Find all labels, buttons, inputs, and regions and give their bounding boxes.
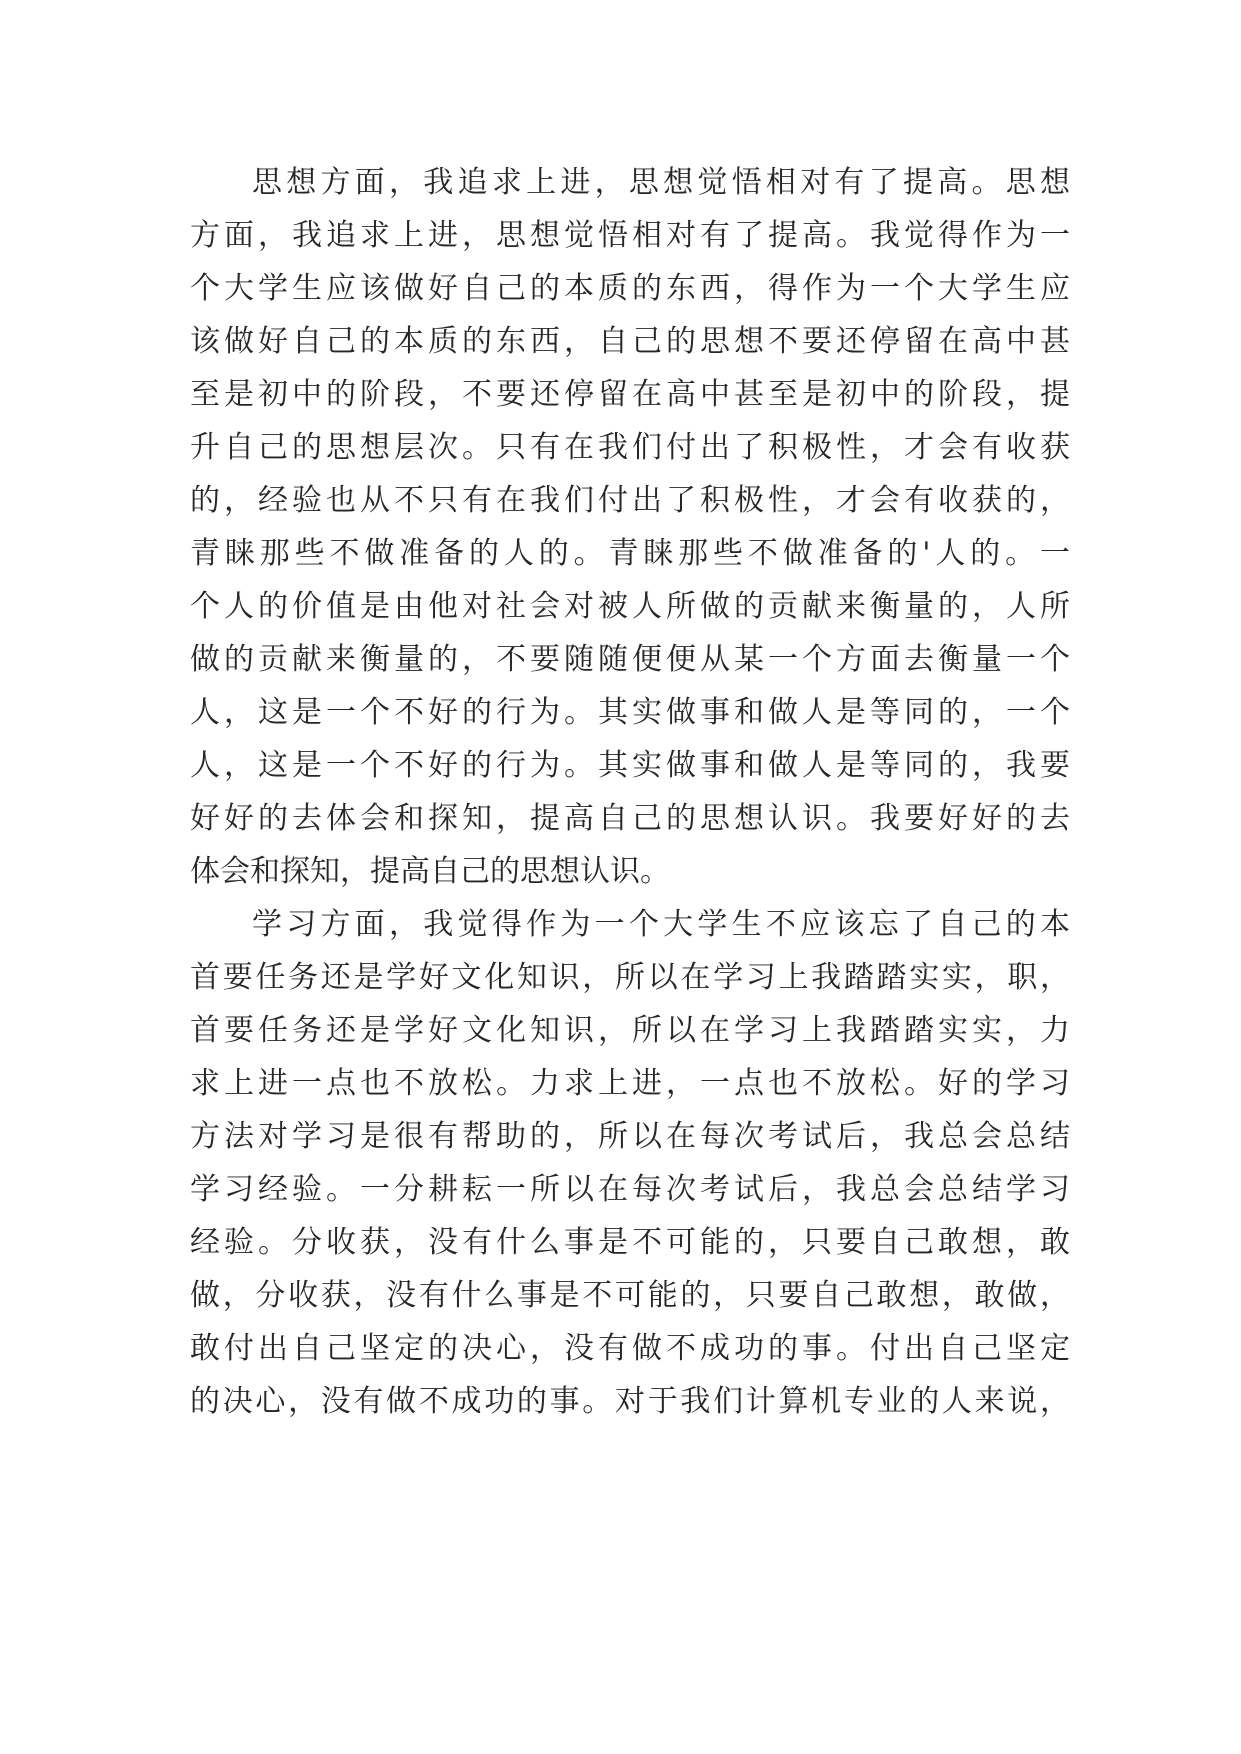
document-body xyxy=(190,156,1070,1428)
text-line: 方面，我追求上进，思想觉悟相对有了提高。我觉得作为一 xyxy=(190,218,1070,253)
text-line: 人，这是一个不好的行为。其实做事和做人是等同的，我要 xyxy=(190,748,1070,783)
text-line: 好好的去体会和探知，提高自己的思想认识。我要好好的去 xyxy=(190,801,1070,836)
paragraph-ideology xyxy=(190,156,1070,898)
text-line: 方法对学习是很有帮助的，所以在每次考试后，我总会总结 xyxy=(190,1119,1070,1154)
text-line: 敢付出自己坚定的决心，没有做不成功的事。付出自己坚定 xyxy=(190,1331,1070,1366)
text-line: 升自己的思想层次。只有在我们付出了积极性，才会有收获 xyxy=(190,430,1070,465)
text-line: 经验。分收获，没有什么事是不可能的，只要自己敢想，敢 xyxy=(190,1225,1070,1260)
text-line: 人，这是一个不好的行为。其实做事和做人是等同的，一个 xyxy=(190,695,1070,730)
paragraph-study xyxy=(190,898,1070,1428)
text-line: 做的贡献来衡量的，不要随随便便从某一个方面去衡量一个 xyxy=(190,642,1070,677)
text-line: 该做好自己的本质的东西，自己的思想不要还停留在高中甚 xyxy=(190,324,1070,359)
text-line: 做，分收获，没有什么事是不可能的，只要自己敢想，敢做， xyxy=(190,1278,1070,1313)
text-line: 求上进一点也不放松。力求上进，一点也不放松。好的学习 xyxy=(190,1066,1070,1101)
text-line: 个大学生应该做好自己的本质的东西，得作为一个大学生应 xyxy=(190,271,1070,306)
text-line: 思想方面，我追求上进，思想觉悟相对有了提高。思想 xyxy=(252,165,1070,200)
text-line: 首要任务还是学好文化知识，所以在学习上我踏踏实实，力 xyxy=(190,1013,1070,1048)
text-line: 青睐那些不做准备的人的。青睐那些不做准备的'人的。一 xyxy=(190,536,1070,571)
text-line: 的决心，没有做不成功的事。对于我们计算机专业的人来说， xyxy=(190,1384,1070,1419)
text-line: 学习经验。一分耕耘一所以在每次考试后，我总会总结学习 xyxy=(190,1172,1070,1207)
text-line: 的，经验也从不只有在我们付出了积极性，才会有收获的， xyxy=(190,483,1070,518)
text-line: 首要任务还是学好文化知识，所以在学习上我踏踏实实，职， xyxy=(190,960,1070,995)
text-line: 至是初中的阶段，不要还停留在高中甚至是初中的阶段，提 xyxy=(190,377,1070,412)
text-line: 学习方面，我觉得作为一个大学生不应该忘了自己的本 xyxy=(252,907,1070,942)
text-line: 个人的价值是由他对社会对被人所做的贡献来衡量的，人所 xyxy=(190,589,1070,624)
text-line: 体会和探知，提高自己的思想认识。 xyxy=(190,854,670,889)
